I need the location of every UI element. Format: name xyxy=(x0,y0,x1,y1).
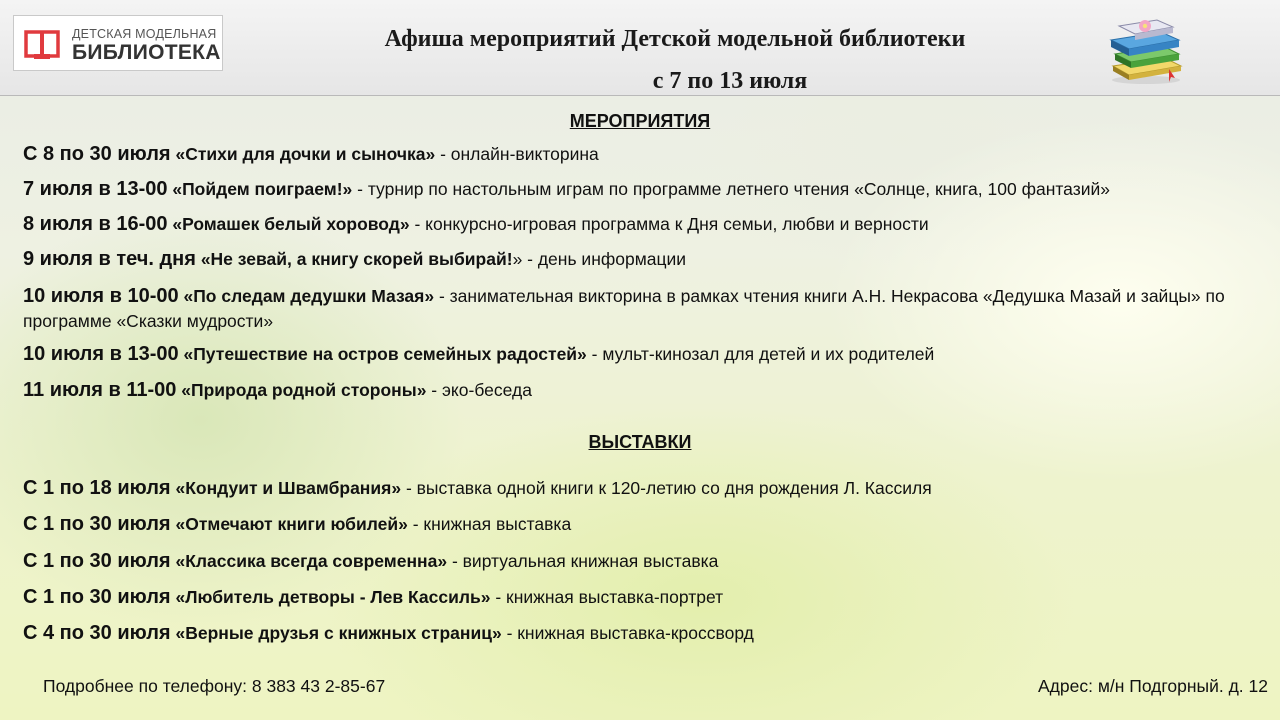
exhibition-row xyxy=(23,549,1258,574)
event-description: » - день информации xyxy=(512,249,687,269)
event-title: «Ромашек белый хоровод» xyxy=(172,214,410,234)
exhibition-title: «Кондуит и Швамбрания» xyxy=(175,478,402,498)
exhibition-row xyxy=(23,621,1258,646)
event-date: С 8 по 30 июля xyxy=(23,143,171,165)
exhibition-row xyxy=(23,512,1258,537)
logo-text-line2: БИБЛИОТЕКА xyxy=(72,41,221,64)
page-title: Афиша мероприятий Детской модельной библиотеки xyxy=(384,26,966,52)
event-row xyxy=(23,212,1258,237)
event-title: «Стихи для дочки и сыночка» xyxy=(175,144,436,164)
event-row xyxy=(23,142,1258,167)
exhibition-description: - книжная выставка-кроссворд xyxy=(501,623,754,643)
footer-address: Адрес: м/н Подгорный. д. 12 xyxy=(1038,676,1268,696)
event-date: 8 июля в 16-00 xyxy=(23,213,168,235)
event-row xyxy=(23,342,1258,367)
header xyxy=(0,0,1280,96)
exhibition-description: - выставка одной книги к 120-летию со дня рождения Л. Кассиля xyxy=(401,478,932,498)
page-subtitle: с 7 по 13 июля xyxy=(652,68,808,94)
event-title: «По следам дедушки Мазая» xyxy=(183,286,435,306)
event-description: - конкурсно-игровая программа к Дня семьи, любви и верности xyxy=(409,214,929,234)
logo-text-line1: ДЕТСКАЯ МОДЕЛЬНАЯ xyxy=(72,27,217,41)
exhibition-description: - книжная выставка xyxy=(407,514,572,534)
books-stack-icon xyxy=(1105,14,1187,86)
event-description: - занимательная викторина в рамках чтения книги А.Н. Некрасова «Дедушка Мазай и зайцы» по программе «Сказки мудрости» xyxy=(23,286,1225,331)
exhibition-date: С 1 по 18 июля xyxy=(23,477,171,499)
event-date: 10 июля в 10-00 xyxy=(23,285,179,307)
event-description: - эко-беседа xyxy=(426,380,532,400)
event-row xyxy=(23,247,1258,272)
exhibition-title: «Классика всегда современна» xyxy=(175,551,448,571)
exhibition-description: - виртуальная книжная выставка xyxy=(447,551,719,571)
event-title: «Природа родной стороны» xyxy=(181,380,427,400)
open-book-logo-icon xyxy=(24,28,60,60)
event-date: 7 июля в 13-00 xyxy=(23,178,168,200)
event-description: - турнир по настольным играм по программе летнего чтения «Солнце, книга, 100 фантазий» xyxy=(352,179,1111,199)
exhibition-date: С 4 по 30 июля xyxy=(23,622,171,644)
event-title: «Путешествие на остров семейных радостей» xyxy=(183,344,587,364)
event-description: - мульт-кинозал для детей и их родителей xyxy=(586,344,935,364)
exhibition-title: «Любитель детворы - Лев Кассиль» xyxy=(175,587,491,607)
event-date: 9 июля в теч. дня xyxy=(23,248,196,270)
exhibition-title: «Отмечают книги юбилей» xyxy=(175,514,408,534)
event-row xyxy=(23,378,1258,403)
event-row xyxy=(23,284,1258,334)
exhibition-description: - книжная выставка-портрет xyxy=(490,587,724,607)
event-title: «Не зевай, а книгу скорей выбирай! xyxy=(200,249,513,269)
exhibition-date: С 1 по 30 июля xyxy=(23,586,171,608)
exhibition-row xyxy=(23,585,1258,610)
exhibition-date: С 1 по 30 июля xyxy=(23,550,171,572)
events-heading: МЕРОПРИЯТИЯ xyxy=(569,111,711,131)
exhibition-date: С 1 по 30 июля xyxy=(23,513,171,535)
event-date: 10 июля в 13-00 xyxy=(23,343,179,365)
event-description: - онлайн-викторина xyxy=(435,144,599,164)
event-date: 11 июля в 11-00 xyxy=(23,379,177,401)
exhibition-row xyxy=(23,476,1258,501)
exhibitions-heading: ВЫСТАВКИ xyxy=(588,432,692,452)
event-row xyxy=(23,177,1258,202)
event-title: «Пойдем поиграем!» xyxy=(172,179,353,199)
footer-phone: Подробнее по телефону: 8 383 43 2-85-67 xyxy=(43,676,386,696)
exhibition-title: «Верные друзья с книжных страниц» xyxy=(175,623,502,643)
library-logo[interactable] xyxy=(13,15,223,71)
